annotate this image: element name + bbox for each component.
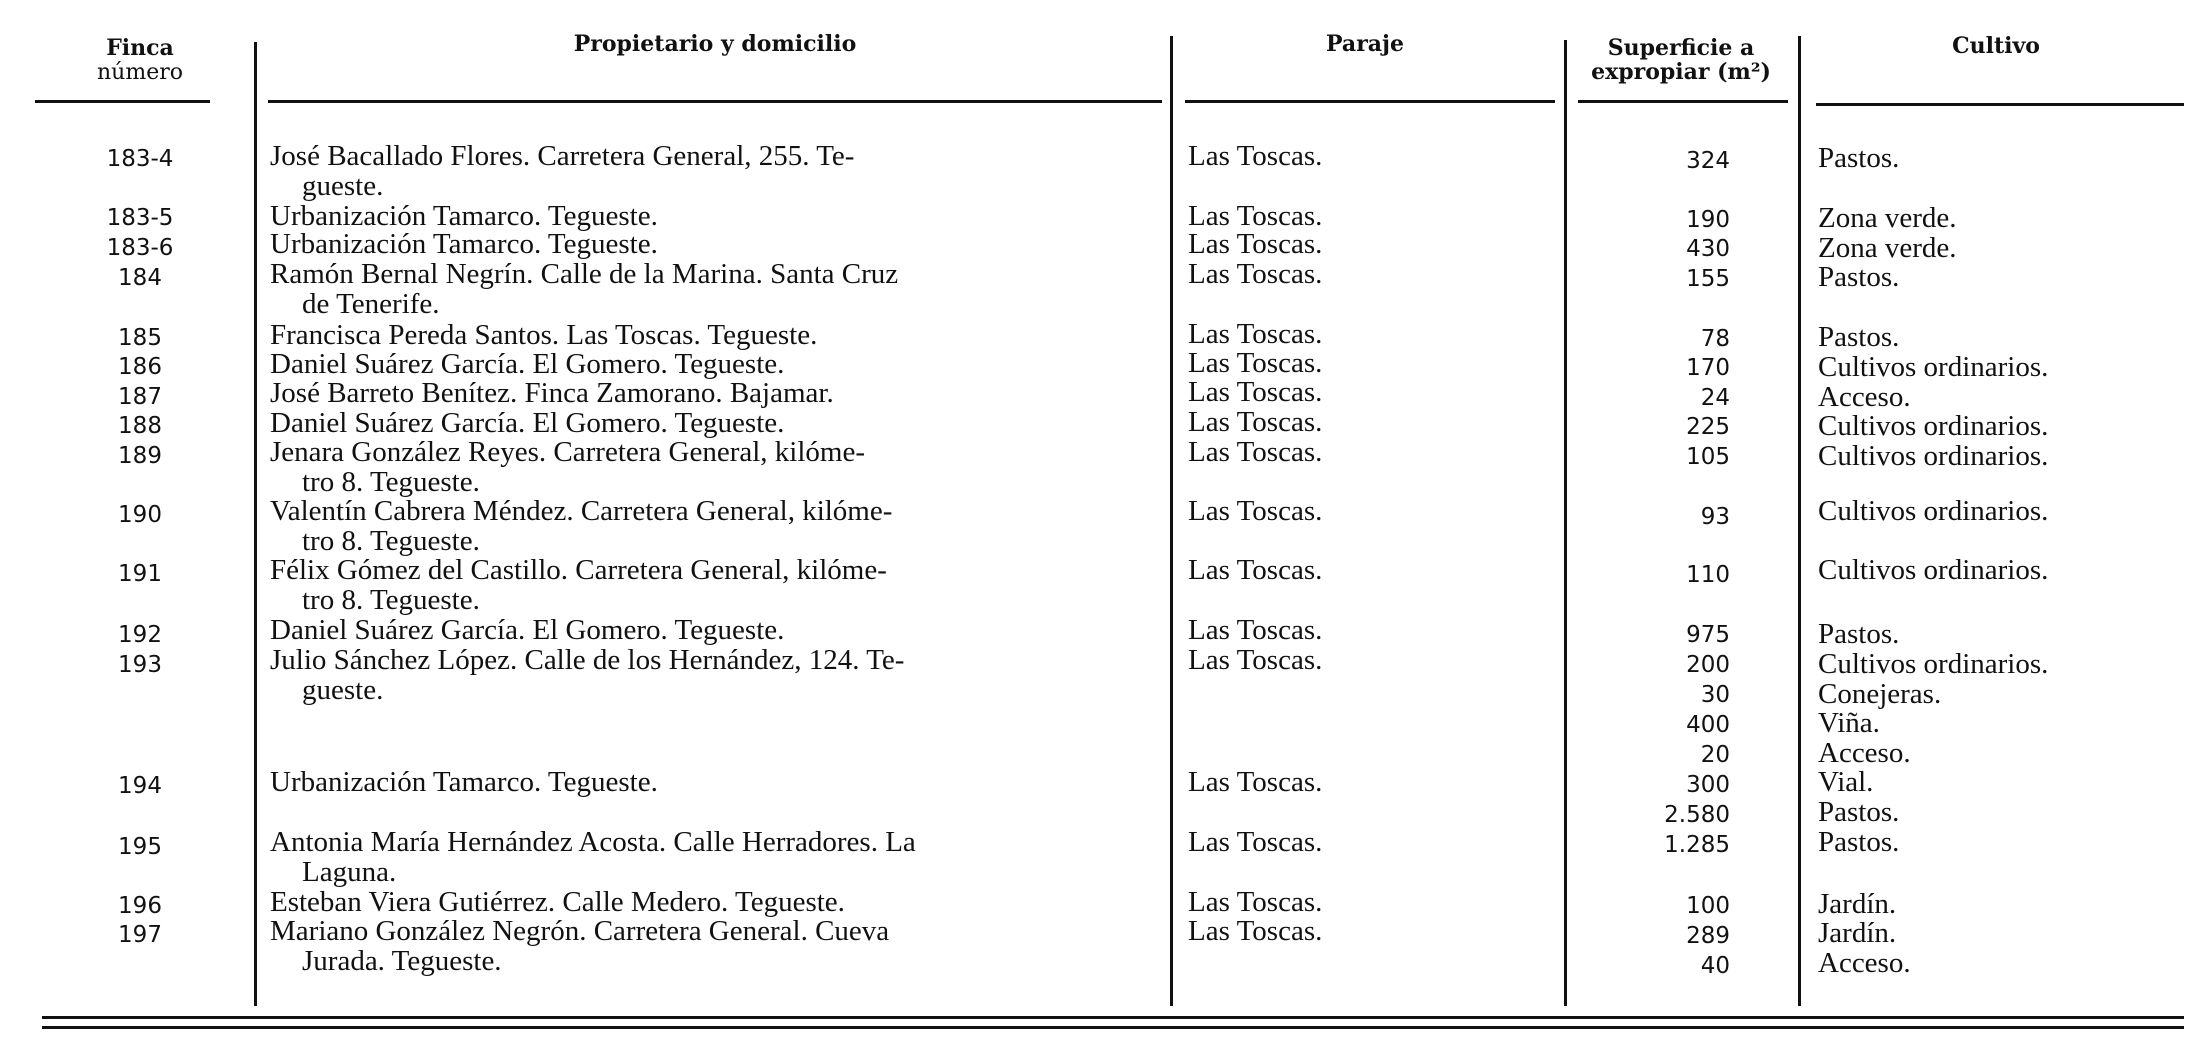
finca-number: 196 (118, 893, 162, 919)
paraje: Las Toscas. (1188, 347, 1323, 379)
finca-number: 190 (118, 502, 162, 528)
paraje: Las Toscas. (1188, 766, 1323, 798)
finca-number: 183-4 (106, 146, 174, 172)
header-rule-propietario (268, 100, 1162, 103)
finca-number: 184 (118, 265, 162, 291)
superficie: 20 (1700, 742, 1730, 768)
superficie: 400 (1686, 712, 1730, 738)
header-rule-finca (35, 100, 210, 103)
paraje: Las Toscas. (1188, 614, 1323, 646)
superficie: 200 (1686, 652, 1730, 678)
finca-number: 193 (118, 652, 162, 678)
superficie: 289 (1686, 923, 1730, 949)
header-superficie (1566, 36, 1796, 84)
paraje: Las Toscas. (1188, 644, 1323, 676)
finca-number: 188 (118, 413, 162, 439)
header-superficie-line1: Superficie a (1607, 35, 1755, 61)
cultivo: Cultivos ordinarios. (1818, 410, 2049, 442)
owner-line: Daniel Suárez García. El Gomero. Tegueste. (270, 614, 785, 646)
cultivo: Conejeras. (1818, 678, 1942, 710)
cultivo: Jardín. (1818, 917, 1897, 949)
owner-line: gueste. (302, 170, 384, 202)
owner-address (270, 555, 1160, 615)
cultivo: Pastos. (1818, 321, 1900, 353)
superficie: 430 (1686, 236, 1730, 262)
owner-line: Mariano González Negrón. Carretera General. Cueva (270, 915, 890, 947)
owner-line: tro 8. Tegueste. (302, 525, 480, 557)
cultivo: Cultivos ordinarios. (1818, 351, 2049, 383)
cultivo: Pastos. (1818, 142, 1900, 174)
superficie: 78 (1700, 326, 1730, 352)
bottom-rule-bottom (42, 1026, 2184, 1029)
owner-address (270, 201, 1160, 231)
owner-line: Urbanización Tamarco. Tegueste. (270, 200, 658, 232)
cultivo: Pastos. (1818, 826, 1900, 858)
owner-line: Urbanización Tamarco. Tegueste. (270, 766, 658, 798)
owner-line: gueste. (302, 674, 384, 706)
header-rule-superficie (1578, 100, 1788, 103)
superficie: 30 (1700, 682, 1730, 708)
superficie: 155 (1686, 266, 1730, 292)
owner-line: Daniel Suárez García. El Gomero. Tegueste. (270, 348, 785, 380)
finca-number: 183-5 (106, 205, 174, 231)
cultivo: Pastos. (1818, 796, 1900, 828)
owner-address (270, 259, 1160, 319)
owner-line: de Tenerife. (302, 288, 440, 320)
paraje: Las Toscas. (1188, 140, 1323, 172)
paraje: Las Toscas. (1188, 200, 1323, 232)
cultivo: Acceso. (1818, 947, 1911, 979)
paraje: Las Toscas. (1188, 826, 1323, 858)
paraje: Las Toscas. (1188, 376, 1323, 408)
owner-line: tro 8. Tegueste. (302, 466, 480, 498)
superficie: 225 (1686, 414, 1730, 440)
cultivo: Cultivos ordinarios. (1818, 440, 2049, 472)
paraje: Las Toscas. (1188, 406, 1323, 438)
owner-address (270, 378, 1160, 408)
paraje: Las Toscas. (1188, 915, 1323, 947)
owner-address (270, 229, 1160, 259)
superficie: 24 (1700, 385, 1730, 411)
owner-line: José Barreto Benítez. Finca Zamorano. Bajamar. (270, 377, 834, 409)
finca-number: 185 (118, 325, 162, 351)
owner-line: Daniel Suárez García. El Gomero. Tegueste. (270, 407, 785, 439)
cultivo: Zona verde. (1818, 202, 1957, 234)
owner-address (270, 767, 1160, 797)
owner-line: Félix Gómez del Castillo. Carretera General, kilóme- (270, 554, 887, 586)
superficie: 190 (1686, 207, 1730, 233)
header-paraje: Paraje (1325, 31, 1404, 57)
owner-line: Francisca Pereda Santos. Las Toscas. Tegueste. (270, 319, 818, 351)
header-rule-cultivo (1816, 103, 2184, 106)
cultivo: Cultivos ordinarios. (1818, 554, 2049, 586)
superficie: 100 (1686, 893, 1730, 919)
owner-address (270, 645, 1160, 705)
header-rule-paraje (1185, 100, 1555, 103)
paraje: Las Toscas. (1188, 886, 1323, 918)
paraje: Las Toscas. (1188, 554, 1323, 586)
owner-address (270, 437, 1160, 497)
superficie: 2.580 (1664, 802, 1730, 828)
header-finca (60, 36, 220, 85)
paraje: Las Toscas. (1188, 258, 1323, 290)
owner-line: Urbanización Tamarco. Tegueste. (270, 228, 658, 260)
paraje: Las Toscas. (1188, 228, 1323, 260)
finca-number: 194 (118, 773, 162, 799)
owner-address (270, 827, 1160, 887)
cultivo: Jardín. (1818, 888, 1897, 920)
superficie: 975 (1686, 622, 1730, 648)
owner-address (270, 408, 1160, 438)
owner-line: Jenara González Reyes. Carretera General, kilóme- (270, 436, 865, 468)
owner-line: tro 8. Tegueste. (302, 584, 480, 616)
finca-number: 197 (118, 922, 162, 948)
owner-line: José Bacallado Flores. Carretera General, 255. Te- (270, 140, 855, 172)
owner-line: Laguna. (302, 856, 397, 888)
header-propietario: Propietario y domicilio (573, 31, 857, 57)
header-finca-line1: Finca (106, 35, 174, 61)
owner-line: Valentín Cabrera Méndez. Carretera General, kilóme- (270, 495, 893, 527)
owner-address (270, 320, 1160, 350)
owner-line: Ramón Bernal Negrín. Calle de la Marina. Santa Cruz (270, 258, 899, 290)
bottom-rule-top (42, 1016, 2184, 1019)
cultivo: Pastos. (1818, 618, 1900, 650)
finca-number: 192 (118, 622, 162, 648)
finca-number: 189 (118, 443, 162, 469)
header-cultivo: Cultivo (1952, 33, 2040, 59)
cultivo: Vial. (1818, 766, 1874, 798)
owner-line: Jurada. Tegueste. (302, 945, 502, 977)
owner-line: Julio Sánchez López. Calle de los Hernández, 124. Te- (270, 644, 905, 676)
finca-number: 195 (118, 834, 162, 860)
superficie: 324 (1686, 148, 1730, 174)
superficie: 300 (1686, 772, 1730, 798)
header-finca-line2: número (97, 60, 183, 85)
cultivo: Cultivos ordinarios. (1818, 495, 2049, 527)
owner-address (270, 349, 1160, 379)
cultivo: Acceso. (1818, 737, 1911, 769)
superficie: 93 (1700, 504, 1730, 530)
column-divider-4 (1798, 36, 1801, 1006)
cultivo: Pastos. (1818, 261, 1900, 293)
cultivo: Cultivos ordinarios. (1818, 648, 2049, 680)
paraje: Las Toscas. (1188, 436, 1323, 468)
superficie: 110 (1686, 562, 1730, 588)
superficie: 1.285 (1664, 832, 1730, 858)
paraje: Las Toscas. (1188, 318, 1323, 350)
cultivo: Zona verde. (1818, 232, 1957, 264)
header-superficie-line2: expropiar (m²) (1591, 59, 1771, 85)
owner-address (270, 615, 1160, 645)
finca-number: 187 (118, 384, 162, 410)
owner-address (270, 887, 1160, 917)
superficie: 170 (1686, 355, 1730, 381)
owner-address (270, 916, 1160, 976)
finca-number: 191 (118, 561, 162, 587)
cultivo: Viña. (1818, 707, 1880, 739)
cultivo: Acceso. (1818, 381, 1911, 413)
superficie: 105 (1686, 444, 1730, 470)
paraje: Las Toscas. (1188, 495, 1323, 527)
column-divider-2 (1170, 36, 1173, 1006)
owner-address (270, 141, 1160, 201)
finca-number: 183-6 (106, 235, 174, 261)
column-divider-3 (1564, 40, 1567, 1006)
superficie: 40 (1700, 953, 1730, 979)
owner-line: Esteban Viera Gutiérrez. Calle Medero. Tegueste. (270, 886, 845, 918)
owner-line: Antonia María Hernández Acosta. Calle Herradores. La (270, 826, 916, 858)
column-divider-1 (254, 42, 257, 1006)
finca-number: 186 (118, 354, 162, 380)
owner-address (270, 496, 1160, 556)
